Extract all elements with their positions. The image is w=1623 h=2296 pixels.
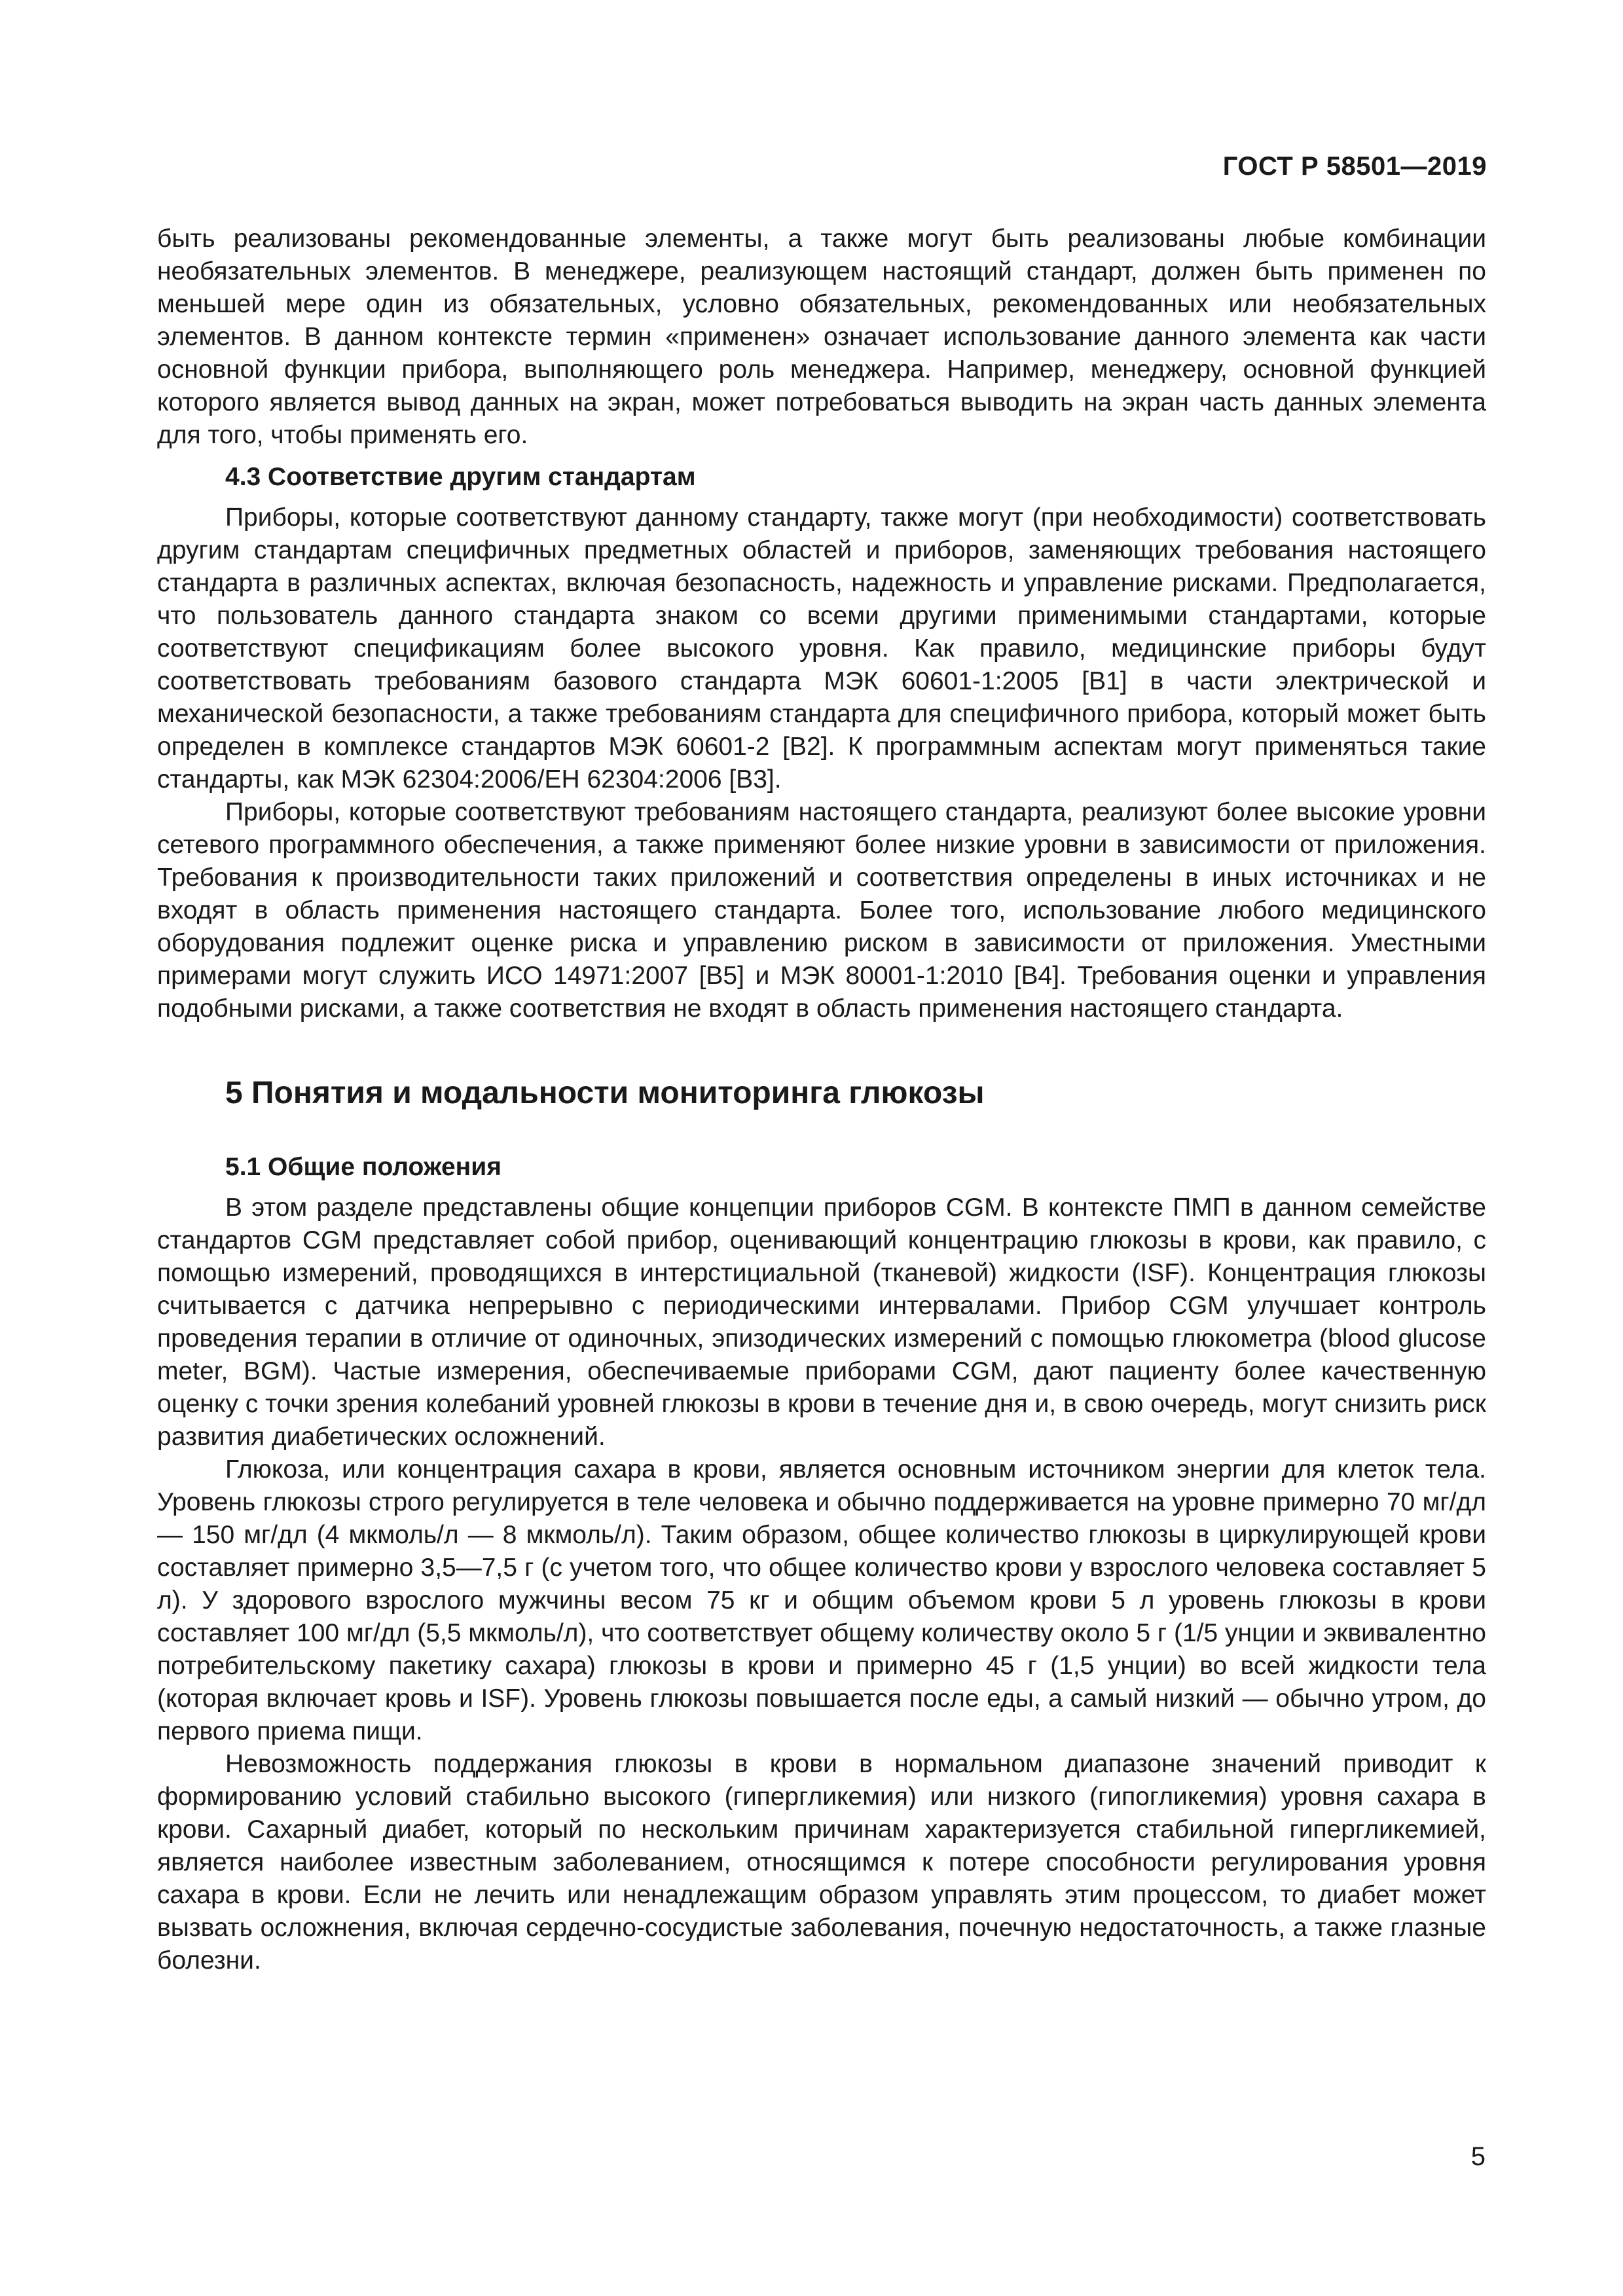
document-header-standard: ГОСТ Р 58501—2019	[1222, 152, 1487, 181]
section-4-3-paragraph-1: Приборы, которые соответствуют данному стандарту, также могут (при необходимости) соответствовать другим стандартам специфичных предметных областей и приборов, заменяющих требования настоящего стандарта в различных аспектах, включая безопасность, надежность и управление рисками. Предполагается, что пользователь данного стандарта знаком со всеми другими применимыми стандартами, которые соответствуют спецификациям более высокого уровня. Как правило, медицинские приборы будут соответствовать требованиям базового стандарта МЭК 60601-1:2005 [B1] в части электрической и механической безопасности, а также требованиям стандарта для специфичного прибора, который может быть определен в комплексе стандартов МЭК 60601-2 [B2]. К программным аспектам могут применяться такие стандарты, как МЭК 62304:2006/ЕН 62304:2006 [B3].	[157, 503, 1486, 793]
document-body	[157, 223, 1486, 1977]
page-number: 5	[1470, 2142, 1486, 2171]
section-5-1-heading: 5.1 Общие положения	[225, 1153, 501, 1181]
section-5-1-paragraph-1: В этом разделе представлены общие концепции приборов CGM. В контексте ПМП в данном семействе стандартов CGM представляет собой прибор, оценивающий концентрацию глюкозы в крови, как правило, с помощью измерений, проводящихся в интерстициальной (тканевой) жидкости (ISF). Концентрация глюкозы считывается с датчика непрерывно с периодическими интервалами. Прибор CGM улучшает контроль проведения терапии в отличие от одиночных, эпизодических измерений с помощью глюкометра (blood glucose meter, BGM). Частые измерения, обеспечиваемые приборами CGM, дают пациенту более качественную оценку с точки зрения колебаний уровней глюкозы в крови в течение дня и, в свою очередь, могут снизить риск развития диабетических осложнений.	[157, 1194, 1486, 1451]
section-5-1-paragraph-2: Глюкоза, или концентрация сахара в крови, является основным источником энергии для клеток тела. Уровень глюкозы строго регулируется в теле человека и обычно поддерживается на уровне примерно 70 мг/дл — 150 мг/дл (4 мкмоль/л — 8 мкмоль/л). Таким образом, общее количество глюкозы в циркулирующей крови составляет примерно 3,5—7,5 г (с учетом того, что общее количество крови у взрослого человека составляет 5 л). У здорового взрослого мужчины весом 75 кг и общим объемом крови 5 л уровень глюкозы в крови составляет 100 мг/дл (5,5 мкмоль/л), что соответствует общему количеству около 5 г (1/5 унции и эквивалентно потребительскому пакетику сахара) глюкозы в крови и примерно 45 г (1,5 унции) во всей жидкости тела (которая включает кровь и ISF). Уровень глюкозы повышается после еды, а самый низкий — обычно утром, до первого приема пищи.	[157, 1455, 1486, 1745]
intro-paragraph: быть реализованы рекомендованные элементы, а также могут быть реализованы любые комбинации необязательных элементов. В менеджере, реализующем настоящий стандарт, должен быть применен по меньшей мере один из обязательных, условно обязательных, рекомендованных или необязательных элементов. В данном контексте термин «применен» означает использование данного элемента как части основной функции прибора, выполняющего роль менеджера. Например, менеджеру, основной функцией которого является вывод данных на экран, может потребоваться выводить на экран часть данных элемента для того, чтобы применять его.	[157, 225, 1486, 449]
section-5-1-paragraph-3: Невозможность поддержания глюкозы в крови в нормальном диапазоне значений приводит к формированию условий стабильно высокого (гипергликемия) или низкого (гипогликемия) уровня сахара в крови. Сахарный диабет, который по нескольким причинам характеризуется стабильной гипергликемией, является наиболее известным заболеванием, относящимся к потере способности регулирования уровня сахара в крови. Если не лечить или ненадлежащим образом управлять этим процессом, то диабет может вызвать осложнения, включая сердечно-сосудистые заболевания, почечную недостаточность, а также глазные болезни.	[157, 1750, 1486, 1975]
section-4-3-paragraph-2: Приборы, которые соответствуют требованиям настоящего стандарта, реализуют более высокие уровни сетевого программного обеспечения, а также применяют более низкие уровни в зависимости от приложения. Требования к производительности таких приложений и соответствия определены в иных источниках и не входят в область применения настоящего стандарта. Более того, использование любого медицинского оборудования подлежит оценке риска и управлению риском в зависимости от приложения. Уместными примерами могут служить ИСО 14971:2007 [B5] и МЭК 80001-1:2010 [B4]. Требования оценки и управления подобными рисками, а также соответствия не входят в область применения настоящего стандарта.	[157, 798, 1486, 1023]
section-4-3-heading: 4.3 Соответствие другим стандартам	[225, 463, 696, 491]
section-5-heading: 5 Понятия и модальности мониторинга глюкозы	[225, 1076, 985, 1110]
